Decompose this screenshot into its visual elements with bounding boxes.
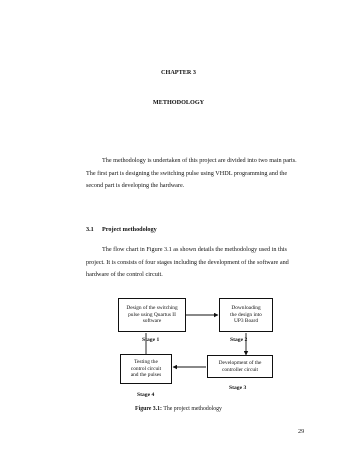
- section-title: Project methodology: [102, 226, 157, 233]
- box-line: software: [142, 318, 162, 325]
- caption-text: The project methodology: [162, 406, 222, 412]
- section-number: 3.1: [86, 226, 94, 233]
- box-line: Testing the: [134, 359, 158, 366]
- box-line: and the pulses: [130, 372, 162, 379]
- stage-2-label: Stage 2: [230, 337, 248, 343]
- box-line: pulse using Quartus II: [128, 311, 176, 318]
- stage-3-label: Stage 3: [229, 385, 247, 391]
- section-line: project. It is consists of four stages including the development of the software and: [86, 258, 289, 266]
- box-line: UP3 Board: [233, 318, 259, 325]
- box-line: controller circuit: [221, 366, 259, 373]
- chapter-heading: CHAPTER 3: [161, 69, 196, 76]
- page-title: METHODOLOGY: [152, 99, 205, 106]
- page-number: 29: [298, 428, 305, 435]
- intro-line: second part is developing the hardware.: [86, 182, 185, 190]
- intro-line: The first part is designing the switching pulse using VHDL programming and the: [86, 169, 288, 177]
- flowchart-box-develop: [207, 355, 273, 378]
- stage-1-label: Stage 1: [142, 337, 160, 343]
- caption-label: Figure 3.1:: [135, 406, 162, 412]
- box-line: Development of the: [218, 360, 262, 367]
- section-line: The flow chart in Figure 3.1 as shown details the methodology used in this: [102, 246, 287, 253]
- stage-4-label: Stage 4: [137, 392, 155, 398]
- box-line: control circuit: [130, 365, 162, 372]
- figure-caption: [0, 406, 357, 412]
- flowchart-box-testing: [120, 354, 172, 384]
- box-line: Downloading: [231, 305, 261, 312]
- flowchart-box-download: [219, 298, 273, 332]
- intro-line: The methodology is undertaken of this project are divided into two main parts.: [102, 157, 297, 164]
- box-line: Design of the switching: [126, 305, 178, 312]
- box-line: the design into: [230, 311, 262, 318]
- flowchart-box-design: [118, 298, 186, 332]
- section-line: hardware of the control circuit.: [86, 271, 163, 279]
